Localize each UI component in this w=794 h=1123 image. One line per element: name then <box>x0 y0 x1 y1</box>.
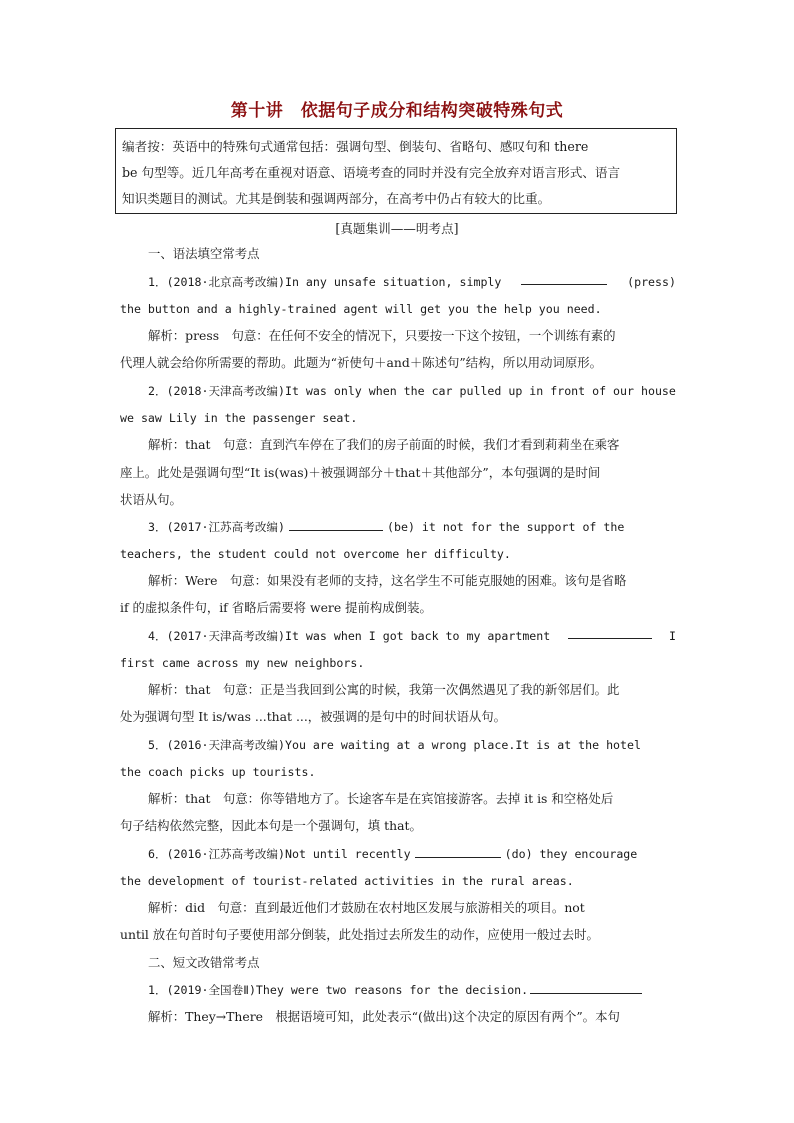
question-2-cont: we saw Lily in the passenger seat. <box>120 411 358 425</box>
answer-3-line: if 的虚拟条件句，if 省略后需要将 were 提前构成倒装。 <box>120 600 432 615</box>
question-6-hint: (do) they encourage <box>504 847 638 861</box>
question-4-hint: I <box>669 629 676 643</box>
answer-5-line: 句子结构依然完整，因此本句是一个强调句，填 that。 <box>120 818 422 833</box>
answer-blank <box>415 845 501 858</box>
answer-blank <box>289 518 383 531</box>
answer-5-line: 解析：that 句意：你等错地方了。长途客车是在宾馆接游客。去掉 it is 和空格处后 <box>148 791 614 806</box>
editor-note-line: be 句型等。近几年高考在重视对语意、语境考查的同时并没有完全放弃对语言形式、语言 <box>122 165 621 180</box>
answer-4-line: 处为强调句型 It is/was ...that ...，被强调的是句中的时间状语从句。 <box>120 709 507 724</box>
question-1-stem: 1．(2018·北京高考改编)In any unsafe situation, simply <box>148 275 502 289</box>
question-5-cont: the coach picks up tourists. <box>120 765 316 779</box>
answer-7-line: 解析：They→There 根据语境可知，此处表示“(做出)这个决定的原因有两个”。本句 <box>148 1009 620 1024</box>
question-1-cont: the button and a highly-trained agent will get you the help you need. <box>120 302 602 316</box>
question-6-cont: the development of tourist-related activities in the rural areas. <box>120 874 574 888</box>
question-3-stem: 3．(2017·江苏高考改编) <box>148 520 285 534</box>
question-3-hint: (be) it not for the support of the <box>387 520 625 534</box>
editor-note-line: 知识类题目的测试。尤其是倒装和强调两部分，在高考中仍占有较大的比重。 <box>122 191 551 206</box>
question-4-stem: 4．(2017·天津高考改编)It was when I got back to my apartment <box>148 629 551 643</box>
answer-blank <box>568 626 652 639</box>
answer-6-line: until 放在句首时句子要使用部分倒装，此处指过去所发生的动作，应使用一般过去时。 <box>120 927 599 942</box>
question-6-stem: 6．(2016·江苏高考改编)Not until recently <box>148 847 411 861</box>
editor-note-box <box>115 128 677 214</box>
answer-2-line: 状语从句。 <box>120 492 182 507</box>
question-6-line <box>148 844 676 864</box>
answer-4-line: 解析：that 句意：正是当我回到公寓的时候，我第一次偶然遇见了我的新邻居们。此 <box>148 682 620 697</box>
question-1-hint: (press) <box>627 275 676 289</box>
section-heading: 一、语法填空常考点 <box>148 246 260 261</box>
question-1-line <box>148 272 676 292</box>
question-3-line <box>148 517 676 537</box>
question-2-stem: 2．(2018·天津高考改编)It was only when the car pulled up in front of our house <box>148 384 676 398</box>
answer-1-line: 代理人就会给你所需要的帮助。此题为“祈使句＋and＋陈述句”结构，所以用动词原形。 <box>120 355 603 370</box>
page-title: 第十讲 依据句子成分和结构突破特殊句式 <box>230 101 564 121</box>
answer-6-line: 解析：did 句意：直到最近他们才鼓励在农村地区发展与旅游相关的项目。not <box>148 900 585 915</box>
answer-2-line: 解析：that 句意：直到汽车停在了我们的房子前面的时候，我们才看到莉莉坐在乘客 <box>148 437 620 452</box>
answer-2-line: 座上。此处是强调句型“It is(was)＋被强调部分＋that＋其他部分”，本句强调的是时间 <box>120 465 601 480</box>
question-4-cont: first came across my new neighbors. <box>120 656 365 670</box>
question-3-cont: teachers, the student could not overcome her difficulty. <box>120 547 511 561</box>
editor-note-line: 编者按：英语中的特殊句式通常包括：强调句型、倒装句、省略句、感叹句和 there <box>122 139 589 154</box>
question-7-line <box>148 980 676 1000</box>
answer-3-line: 解析：Were 句意：如果没有老师的支持，这名学生不可能克服她的困难。该句是省略 <box>148 573 627 588</box>
answer-blank <box>530 981 642 994</box>
question-7-stem: 1．(2019·全国卷Ⅱ)They were two reasons for the decision. <box>148 983 529 997</box>
section-subheading: [真题集训——明考点] <box>335 221 459 236</box>
section-heading: 二、短文改错常考点 <box>148 955 260 970</box>
answer-blank <box>521 272 607 285</box>
question-4-line <box>148 626 676 646</box>
question-5-stem: 5．(2016·天津高考改编)You are waiting at a wrong place.It is at the hotel <box>148 738 641 752</box>
answer-1-line: 解析：press 句意：在任何不安全的情况下，只要按一下这个按钮，一个训练有素的 <box>148 328 616 343</box>
